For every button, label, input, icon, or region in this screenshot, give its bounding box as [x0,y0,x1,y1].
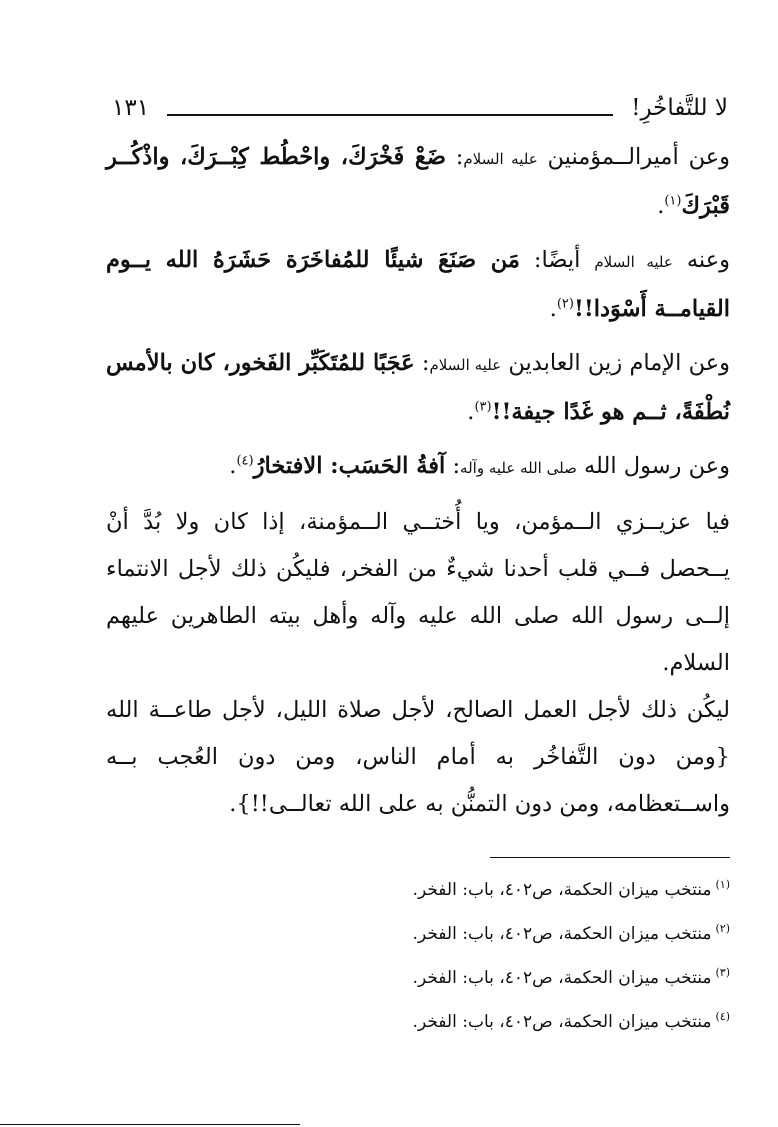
page-header [112,84,728,124]
hadith-quote: مَن صَنَعَ شيئًا للمُفاخَرَة حَشَرَهُ الله يــوم القيامــة أَسْوَدا!! [106,247,730,322]
footnote-3 [330,956,730,1000]
footnote-number: (٣) [715,966,730,980]
hadith-quote: عَجَبًا للمُتَكَبِّر الفَخور، كان بالأمس نُطْفَةً، ثــم هو غَدًا جيفة!! [106,350,730,425]
exhortation-paragraph: فيا عزيــزي الــمؤمن، ويا أُختــي الــمؤمنة، إذا كان ولا بُدَّ أنْ يــحصل فــي قلب أحدنا شيءٌ من الفخر، فليكُن ذلك لأجل الانتماء إلــى رسول الله صلى الله عليه وآله وأهل بيته الطاهرين عليهم السلام. [106,509,730,676]
hadith-intro: وعن أميرالــمؤمنين [537,144,730,170]
footnote-4 [330,1000,730,1044]
footnote-ref: (٣) [474,399,492,415]
footnote-ref: (١) [664,193,682,209]
closing-paragraph: ليكُن ذلك لأجل العمل الصالح، لأجل صلاة الليل، لأجل طاعــة الله {ومن دون التَّفاخُر به أمام الناس، ومن دون العُجب بــه واســتعظامه، ومن دون التمنُّن به على الله تعالــى!!}. [106,697,730,817]
hadith-paragraph-2 [106,237,730,333]
body-text [106,134,730,828]
honorific-seal: عليه السلام [463,150,538,168]
footnote-number: (٤) [715,1010,730,1024]
page-edge-rule [0,1124,300,1125]
hadith-paragraph-4 [106,443,730,492]
hadith-intro: وعنه [672,247,731,273]
hadith-end: . [229,453,237,479]
hadith-paragraph-3 [106,340,730,436]
footnote-text: منتخب ميزان الحكمة، ص٤٠٢، باب: الفخر. [412,1012,712,1032]
hadith-end: . [549,296,557,322]
hadith-intro: وعن الإمام زين العابدين [501,350,731,376]
hadith-end: . [657,193,665,219]
honorific-seal: صلى الله عليه وآله [460,459,577,477]
footnote-text: منتخب ميزان الحكمة، ص٤٠٢، باب: الفخر. [412,924,712,944]
footnotes [330,868,730,1044]
footnote-ref: (٤) [236,453,254,469]
footnote-text: منتخب ميزان الحكمة، ص٤٠٢، باب: الفخر. [412,880,712,900]
running-title: لا للتَّفاخُرِ! [631,95,728,121]
hadith-colon: : [445,144,464,170]
footnote-ref: (٢) [556,296,574,312]
footnote-number: (١) [715,878,730,892]
footnote-2 [330,912,730,956]
hadith-quote: ضَعْ فَخْرَكَ، واحْطُط كِبْــرَكَ، واذْكُــر قَبْرَكَ [106,144,730,219]
page-number: ١٣١ [112,95,150,121]
footnote-separator [490,857,730,858]
footnote-number: (٢) [715,922,730,936]
honorific-seal: عليه السلام [594,253,673,271]
honorific-seal: عليه السلام [429,356,502,374]
hadith-intro: وعن رسول الله [576,453,730,479]
footnote-1 [330,868,730,912]
hadith-end: . [467,399,475,425]
hadith-quote: آفةُ الحَسَب: الافتخارُ [253,453,446,479]
footnote-text: منتخب ميزان الحكمة، ص٤٠٢، باب: الفخر. [412,968,712,988]
hadith-colon: : [445,453,461,479]
hadith-colon: : [414,350,430,376]
hadith-colon: أيضًا: [519,247,595,273]
hadith-paragraph-1 [106,134,730,230]
header-rule [167,114,613,116]
